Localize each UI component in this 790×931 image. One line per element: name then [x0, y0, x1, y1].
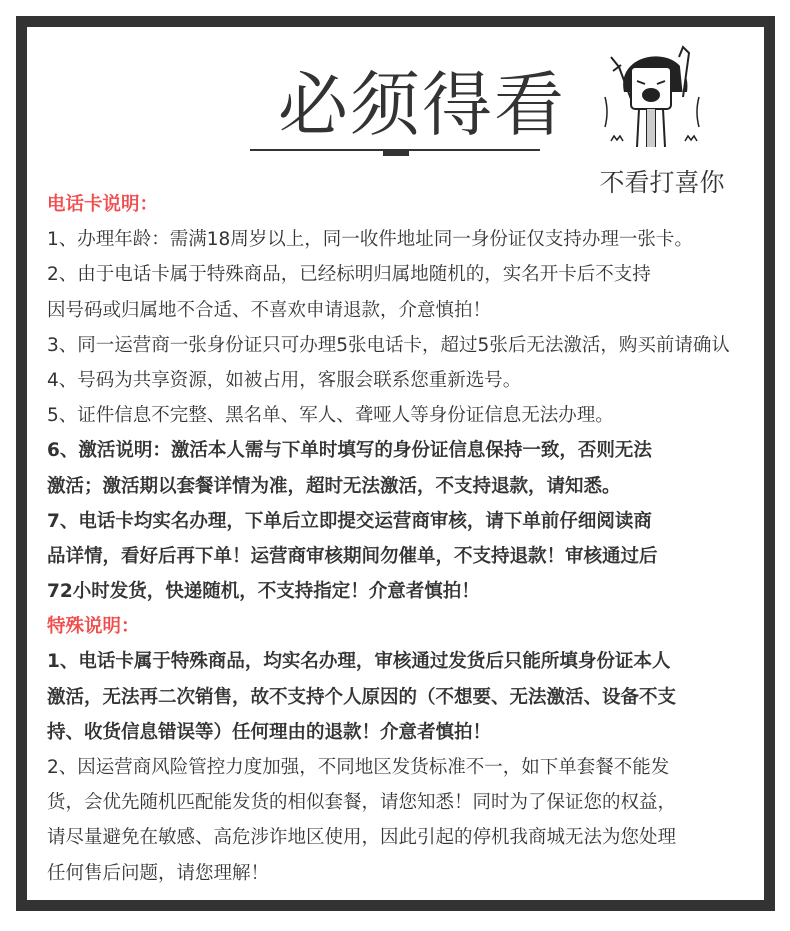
screaming-meme-icon [599, 37, 709, 147]
notice-line: 6、激活说明：激活本人需与下单时填写的身份证信息保持一致，否则无法 [47, 440, 652, 462]
section-heading: 电话卡说明： [47, 194, 159, 215]
notice-line: 品详情，看好后再下单！运营商审核期间勿催单，不支持退款！审核通过后 [47, 545, 658, 567]
notice-line: 2、因运营商风险管控力度加强，不同地区发货标准不一，如下单套餐不能发 [47, 757, 670, 778]
notice-line: 3、同一运营商一张身份证只可办理5张电话卡，超过5张后无法激活，购买前请确认 [47, 334, 730, 356]
notice-line: 72小时发货，快递随机，不支持指定！介意者慎拍！ [47, 581, 480, 603]
title-divider-marker [383, 151, 409, 156]
notice-line: 因号码或归属地不合适、不喜欢申请退款，介意慎拍！ [47, 299, 492, 321]
page-title: 必须得看 [278, 64, 566, 146]
notice-line: 2、由于电话卡属于特殊商品，已经标明归属地随机的，实名开卡后不支持 [47, 264, 651, 286]
notice-line: 激活，无法再二次销售，故不支持个人原因的（不想要、无法激活、设备不支 [47, 686, 677, 708]
notice-line: 货，会优先随机匹配能发货的相似套餐，请您知悉！同时为了保证您的权益， [47, 792, 677, 814]
notice-line: 4、号码为共享资源，如被占用，客服会联系您重新选号。 [47, 369, 522, 391]
notice-line: 1、办理年龄：需满18周岁以上，同一收件地址同一身份证仅支持办理一张卡。 [47, 229, 693, 251]
meme-caption: 不看打喜你 [599, 168, 725, 197]
notice-line: 5、证件信息不完整、黑名单、军人、聋哑人等身份证信息无法办理。 [47, 405, 614, 427]
notice-panel [27, 27, 764, 900]
notice-line: 持、收货信息错误等）任何理由的退款！介意者慎拍！ [47, 721, 492, 743]
notice-body [47, 187, 767, 891]
page-frame [16, 16, 775, 911]
section-heading: 特殊说明： [47, 616, 140, 638]
notice-line: 任何售后问题，请您理解！ [47, 862, 270, 884]
notice-line: 激活；激活期以套餐详情为准，超时无法激活，不支持退款，请知悉。 [47, 475, 621, 497]
notice-line: 请尽量避免在敏感、高危涉诈地区使用，因此引起的停机我商城无法为您处理 [47, 827, 677, 849]
notice-line: 1、电话卡属于特殊商品，均实名办理，审核通过发货后只能所填身份证本人 [47, 651, 671, 673]
notice-line: 7、电话卡均实名办理，下单后立即提交运营商审核，请下单前仔细阅读商 [47, 510, 652, 532]
